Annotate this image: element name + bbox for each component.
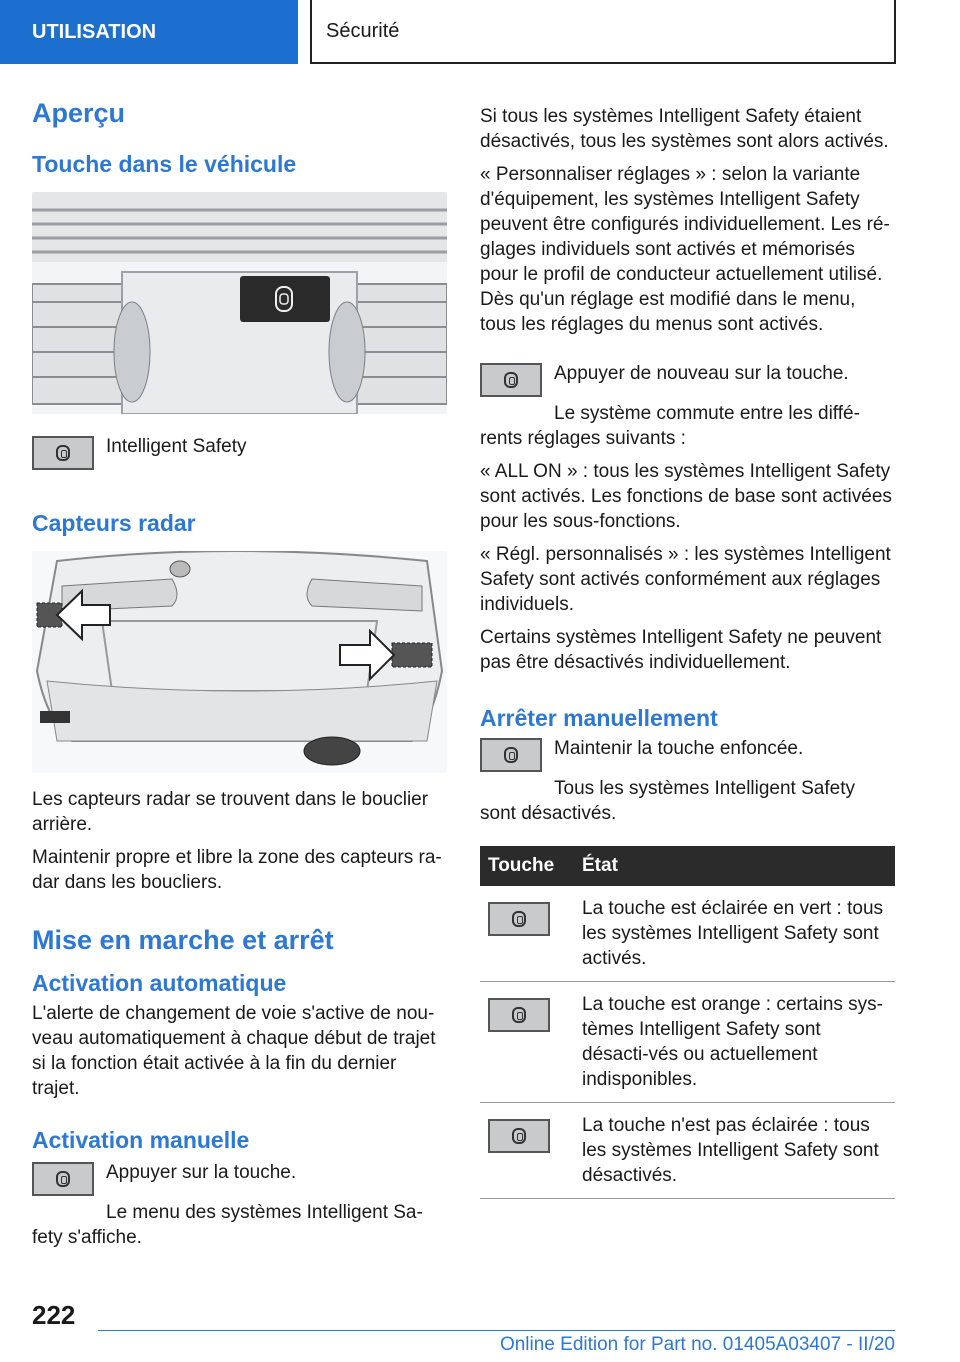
page-number: 222 [32,1300,76,1330]
table-row [480,982,895,1103]
heading-arreter: Arrêter manuellement [480,705,718,731]
radar-sensors-figure [32,551,447,773]
button-state-table [480,846,895,1199]
dashboard-button-figure [32,192,447,414]
table-cell-state: La touche est éclairée en vert : tous les systèmes Intelligent Safety sont activés. [574,886,895,982]
heading-mise-en-marche: Mise en marche et arrêt [32,925,334,955]
intelligent-safety-button-icon [32,436,94,470]
paragraph-right-9: Tous les systèmes Intelligent Safety sont désactivés. [480,778,855,824]
paragraph-right-2: « Personnaliser réglages » : selon la variante d'équipement, les systèmes Intelligent Safety peuvent être configurés individuellement. Les ré-glages individuels sont activés et mémorisés pour le profil de conducteur actuellement utilisé. Dès qu'un réglage est modifié dans le menu, tous les réglages du menus sont activés. [480,164,890,335]
button-orange-icon [488,998,550,1032]
table-header-etat: État [574,846,895,886]
left-column [32,98,447,1258]
paragraph-right-1: Si tous les systèmes Intelligent Safety étaient désactivés, tous les systèmes sont alors activés. [480,106,889,152]
heading-activation-auto: Activation automatique [32,970,287,996]
table-header-touche: Touche [480,846,574,886]
paragraph-right-4: Le système commute entre les diffé-rents réglages suivants : [480,403,860,449]
intelligent-safety-button-icon [32,1162,94,1196]
table-cell-state: La touche n'est pas éclairée : tous les systèmes Intelligent Safety sont désactivés. [574,1103,895,1199]
table-row [480,886,895,982]
paragraph-manuelle-2: Le menu des systèmes Intelligent Sa-fety s'affiche. [32,1202,423,1248]
press-again-row [480,361,895,401]
heading-touche: Touche dans le véhicule [32,151,297,177]
paragraph-right-6: « Régl. personnalisés » : les systèmes Intelligent Safety sont activés conformément aux réglages individuels. [480,544,891,615]
button-green-icon [488,902,550,936]
table-cell-state: La touche est orange : certains sys-tèmes Intelligent Safety sont désacti-vés ou actuellement indisponibles. [574,982,895,1103]
heading-capteurs: Capteurs radar [32,510,196,536]
icon-label: Intelligent Safety [106,436,247,457]
icon-intelligent-safety-row [32,434,447,474]
dashboard-illustration [32,192,447,414]
chapter-tab: UTILISATION [0,0,298,64]
paragraph-manuelle-1: Appuyer sur la touche. [106,1162,297,1183]
paragraph-right-5: « ALL ON » : tous les systèmes Intelligent Safety sont activés. Les fonctions de base sont activées pour les sous-fonctions. [480,461,892,532]
edition-text: Online Edition for Part no. 01405A03407 - II/20 [499,1334,895,1355]
section-title: Sécurité [310,0,896,64]
paragraph-capteurs-2: Maintenir propre et libre la zone des capteurs ra-dar dans les boucliers. [32,847,442,893]
table-row [480,1103,895,1199]
footer-divider [98,1330,895,1331]
manual-activation-row [32,1160,447,1200]
heading-apercu: Aperçu [32,98,126,128]
intelligent-safety-button-icon [480,363,542,397]
paragraph-activation-auto: L'alerte de changement de voie s'active de nou-veau automatiquement à chaque début de trajet si la fonction était activée à la fin du dernier trajet. [32,1003,436,1099]
paragraph-right-3: Appuyer de nouveau sur la touche. [554,363,849,384]
hold-button-row [480,736,895,776]
heading-activation-manuelle: Activation manuelle [32,1127,250,1153]
paragraph-right-8: Maintenir la touche enfoncée. [554,738,804,759]
intelligent-safety-button-icon [480,738,542,772]
right-column [480,104,895,1199]
rear-bumper-illustration [32,551,447,773]
paragraph-right-7: Certains systèmes Intelligent Safety ne peuvent pas être désactivés individuellement. [480,627,882,673]
button-off-icon [488,1119,550,1153]
paragraph-capteurs-1: Les capteurs radar se trouvent dans le bouclier arrière. [32,789,429,835]
